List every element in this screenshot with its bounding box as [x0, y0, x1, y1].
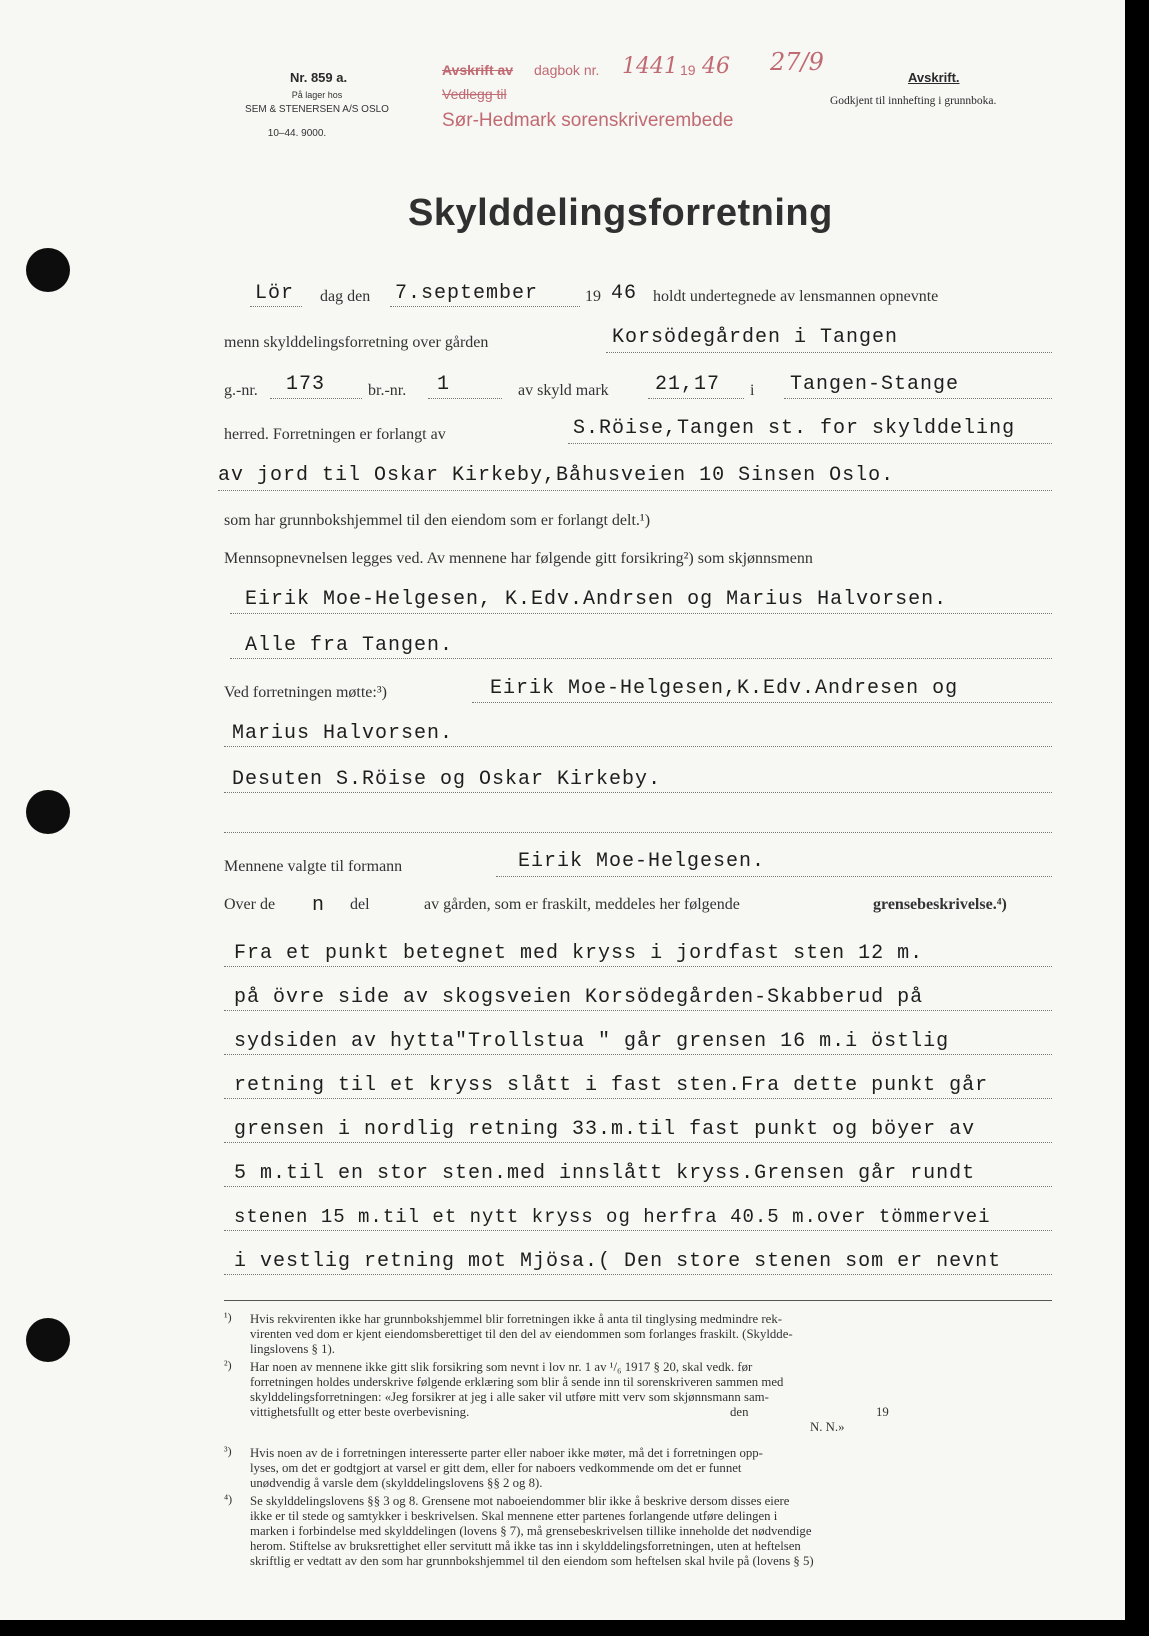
publisher-line-2: SEM & STENERSEN A/S OSLO: [245, 104, 389, 115]
skyld-label: av skyld mark: [518, 382, 609, 399]
boundary-line-3: sydsiden av hytta"Trollstua " går grensen 16 m.i östlig: [234, 1030, 950, 1053]
dots-boundary-7: [224, 1230, 1052, 1231]
dots-weekday: [250, 306, 302, 307]
punch-hole-bottom: [26, 1318, 70, 1362]
print-code: 10–44. 9000.: [267, 128, 327, 139]
bnr-label: br.-nr.: [368, 382, 407, 399]
stamp-dagbok-number: 1441: [622, 54, 678, 79]
boundary-line-6: 5 m.til en stor sten.med innslått kryss.Grensen går rundt: [234, 1162, 976, 1185]
year-prefix: 19: [585, 288, 601, 305]
stamp-year-prefix: 19: [680, 62, 696, 78]
footnote-2-den: den: [730, 1405, 749, 1419]
footnote-3-line-3: unødvendig å varsle dem (skylddelingslovens §§ 2 og 8).: [250, 1476, 543, 1490]
del-label: del: [350, 896, 370, 913]
dots-chair: [496, 876, 1052, 877]
punch-hole-top: [26, 248, 70, 292]
chair-name: Eirik Moe-Helgesen.: [518, 850, 766, 873]
dots-boundary-3: [224, 1054, 1052, 1055]
skyld-value: 21,17: [655, 373, 721, 396]
footnote-marker-4: ⁴): [224, 1492, 233, 1506]
dots-boundary-6: [224, 1186, 1052, 1187]
stamp-year: 46: [702, 54, 730, 79]
present-label: Ved forretningen møtte:³): [224, 684, 387, 701]
boundary-line-5: grensen i nordlig retning 33.m.til fast punkt og böyer av: [234, 1118, 976, 1141]
weekday: Lör: [255, 282, 295, 305]
present-line-1: Eirik Moe-Helgesen,K.Edv.Andresen og: [490, 677, 959, 700]
stamp-office: Sør-Hedmark sorenskriverembede: [442, 110, 734, 131]
stamp-avskrift-av: Avskrift av: [442, 62, 514, 78]
footnote-4-line-1: Se skylddelingslovens §§ 3 og 8. Grensene mot naboeiendommer blir ikke å beskrive dersom disses eiere: [250, 1494, 790, 1508]
municipality: Tangen-Stange: [790, 373, 960, 396]
footnote-4-line-4: herom. Stiftelse av bruksrettighet eller servitutt må ikke tas inn i skylddelingsforretningen, uten at heftelsen: [250, 1539, 801, 1553]
footnote-2-line-4: vittighetsfullt og etter beste overbevisning.: [250, 1405, 470, 1419]
farm-prefix: menn skylddelingsforretning over gården: [224, 334, 489, 351]
form-number: Nr. 859 a.: [290, 70, 348, 85]
held-text: holdt undertegnede av lensmannen opnevnte: [653, 288, 939, 305]
stamp-vedlegg-til: Vedlegg til: [442, 86, 507, 102]
footnote-2-line-3: skylddelingsforretningen: «Jeg forsikrer at jeg i alle saker vil utføre mitt verv som skjønnsmann sam-: [250, 1390, 769, 1404]
gnr-value: 173: [286, 373, 326, 396]
men-line-1: Eirik Moe-Helgesen, K.Edv.Andrsen og Marius Halvorsen.: [245, 588, 948, 611]
footnote-marker-2: ²): [224, 1358, 232, 1372]
chair-label: Mennene valgte til formann: [224, 858, 403, 875]
dots-men-2: [230, 658, 1052, 659]
dots-present-4: [224, 832, 1052, 833]
footnote-2-line-1: Har noen av mennene ikke gitt slik forsikring som nevnt i lov nr. 1 av ¹/₆ 1917 § 20, skal vedk. før: [250, 1360, 753, 1374]
footnote-4-line-5: skriftlig er vedtatt av den som har grunnbokshjemmel til den eiendom som heftelsen skal hvile på (lovens § 5): [250, 1554, 814, 1568]
copy-label: Avskrift.: [908, 70, 960, 85]
boundary-line-7: stenen 15 m.til et nytt kryss og herfra 40.5 m.over tömmervei: [234, 1206, 991, 1228]
mennsopp-text: Mennsopnevnelsen legges ved. Av mennene har følgende gitt forsikring²) som skjønnsmenn: [224, 550, 813, 567]
dots-present-1: [472, 702, 1052, 703]
date-value: 7.september: [395, 282, 539, 305]
farm-name: Korsödegården i Tangen: [612, 326, 899, 349]
dots-boundary-2: [224, 1010, 1052, 1011]
dots-boundary-8: [224, 1274, 1052, 1275]
day-label: dag den: [320, 288, 371, 305]
dots-municipality: [784, 398, 1052, 399]
boundary-line-8: i vestlig retning mot Mjösa.( Den store stenen som er nevnt: [234, 1250, 1002, 1273]
footnote-3-line-2: lyses, om det er godtgjort at varsel er gitt dem, eller for naboers vedkommende om det er funnet: [250, 1461, 742, 1475]
gnr-label: g.-nr.: [224, 382, 258, 399]
footnote-2-year: 19: [876, 1405, 889, 1419]
dots-boundary-4: [224, 1098, 1052, 1099]
requester: S.Röise,Tangen st. for skylddeling: [573, 417, 1016, 440]
year-value: 46: [611, 282, 638, 305]
men-line-2: Alle fra Tangen.: [245, 634, 454, 657]
requester-line-2: av jord til Oskar Kirkeby,Båhusveien 10 Sinsen Oslo.: [218, 464, 895, 487]
footnote-1-line-1: Hvis rekvirenten ikke har grunnbokshjemmel blir forretningen ikke å anta til tinglysing medmindre rek-: [250, 1312, 782, 1326]
footnote-4-line-2: ikke er til stede og samtykker i beskrivelsen. Skal mennene etter partenes forlangende utføre delingen i: [250, 1509, 778, 1523]
boundary-line-4: retning til et kryss slått i fast sten.Fra dette punkt går: [234, 1074, 989, 1097]
publisher-line-1: På lager hos: [291, 90, 343, 100]
dots-requester-2: [218, 490, 1052, 491]
footnote-separator: [224, 1300, 1052, 1301]
dots-present-3: [224, 792, 1052, 793]
footnote-2-sign: N. N.»: [810, 1420, 845, 1434]
stamp-dagbok-label: dagbok nr.: [534, 62, 600, 78]
boundary-text: av gården, som er fraskilt, meddeles her følgende: [424, 896, 740, 913]
footnote-1-line-3: lingslovens § 1).: [250, 1342, 335, 1356]
footnote-2-line-2: forretningen holdes underskrive følgende erklæring som blir å sende inn til sorenskriveren sammen med: [250, 1375, 784, 1389]
present-line-2: Marius Halvorsen.: [232, 722, 454, 745]
dots-requester: [568, 443, 1052, 444]
dots-skyld: [648, 398, 744, 399]
dots-boundary-1: [224, 966, 1052, 967]
footnote-marker-3: ³): [224, 1444, 232, 1458]
dots-bnr: [428, 398, 502, 399]
boundary-text-bold: grensebeskrivelse.⁴): [873, 896, 1007, 913]
present-line-3: Desuten S.Röise og Oskar Kirkeby.: [232, 768, 662, 791]
document-title: Skylddelingsforretning: [408, 192, 833, 234]
dots-farm: [606, 352, 1052, 353]
boundary-line-1: Fra et punkt betegnet med kryss i jordfast sten 12 m.: [234, 942, 924, 965]
part-value: n: [312, 894, 326, 917]
footnote-3-line-1: Hvis noen av de i forretningen interesserte parter eller naboer ikke møter, må det i forretningen opp-: [250, 1446, 763, 1460]
footnote-4-line-3: marken i forbindelse med skylddelingen (lovens § 7), må grensebeskrivelsen tillike inneholde det nødvendige: [250, 1524, 812, 1538]
dots-date: [390, 306, 580, 307]
stamp-date: 27/9: [770, 48, 824, 76]
dots-boundary-5: [224, 1142, 1052, 1143]
footnote-marker-1: ¹): [224, 1310, 232, 1324]
dots-men-1: [230, 613, 1052, 614]
dots-gnr: [270, 398, 362, 399]
approved-note: Godkjent til innhefting i grunnboka.: [830, 95, 997, 107]
i-label: i: [750, 382, 755, 399]
herred-text: herred. Forretningen er forlangt av: [224, 426, 446, 443]
hjemmel-text: som har grunnbokshjemmel til den eiendom som er forlangt delt.¹): [224, 512, 651, 529]
over-de-label: Over de: [224, 896, 276, 913]
bnr-value: 1: [437, 373, 451, 396]
dots-present-2: [224, 746, 1052, 747]
punch-hole-middle: [26, 790, 70, 834]
footnote-1-line-2: virenten ved dom er kjent eiendomsberettiget til den del av eiendommen som forlanges fraskilt. (Skyldde-: [250, 1327, 793, 1341]
boundary-line-2: på övre side av skogsveien Korsödegården-Skabberud på: [234, 986, 924, 1009]
